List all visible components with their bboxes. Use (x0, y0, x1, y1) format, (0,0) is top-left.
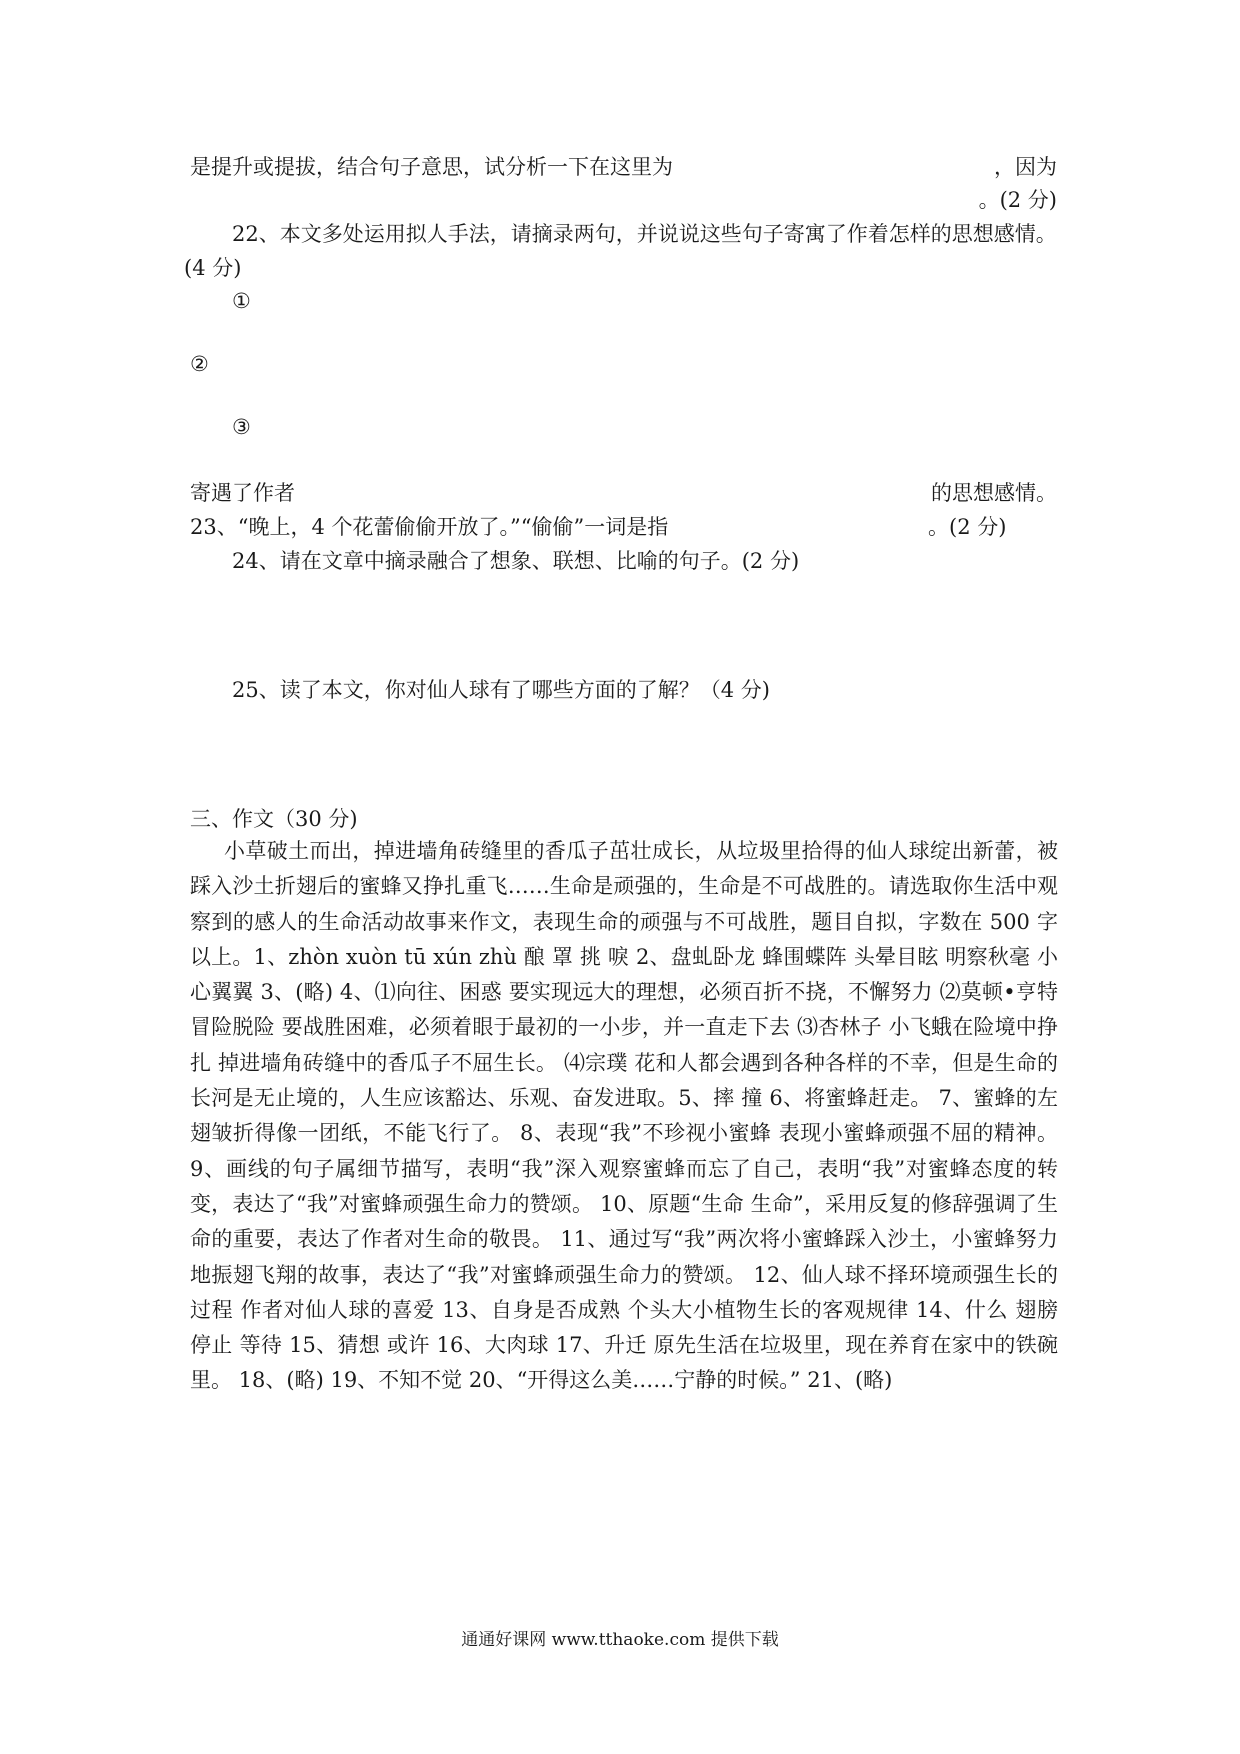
q22-marker-3: ③ (232, 415, 251, 439)
q22-score: (4 分) (184, 256, 242, 280)
q22-answer-start: 寄遇了作者 (190, 481, 295, 505)
q25-prompt: 25、读了本文，你对仙人球有了哪些方面的了解？（4 分) (232, 678, 770, 702)
essay-and-answers-paragraph: 小草破土而出，掉进墙角砖缝里的香瓜子茁壮成长，从垃圾里拾得的仙人球绽出新蕾，被踩入沙土折翅后的蜜蜂又挣扎重飞……生命是顽强的，生命是不可战胜的。请选取你生活中观察到的感人的生命活动故事来作文，表现生命的顽强与不可战胜，题目自拟，字数在 500 字以上。1、zhòn xuòn tū xún zhù 酿 罩 挑 唳 2、盘虬卧龙 蜂围蝶阵 头晕目眩 明察秋毫 小心翼翼 3、(略) 4、⑴向往、困惑 要实现远大的理想，必须百折不挠，不懈努力 ⑵莫顿•亨特 冒险脱险 要战胜困难，必须着眼于最初的一小步，并一直走下去 ⑶杏林子 小飞蛾在险境中挣扎 掉进墙角砖缝中的香瓜子不屈生长。 ⑷宗璞 花和人都会遇到各种各样的不幸，但是生命的长河是无止境的，人生应该豁达、乐观、奋发进取。5、摔 撞 6、将蜜蜂赶走。 7、蜜蜂的左翅皱折得像一团纸，不能飞行了。 8、表现“我”不珍视小蜜蜂 表现小蜜蜂顽强不屈的精神。 9、画线的句子属细节描写，表明“我”深入观察蜜蜂而忘了自己，表明“我”对蜜蜂态度的转变，表达了“我”对蜜蜂顽强生命力的赞颂。 10、原题“生命 生命”，采用反复的修辞强调了生命的重要，表达了作者对生命的敬畏。 11、通过写“我”两次将小蜜蜂踩入沙土，小蜜蜂努力地振翅飞翔的故事，表达了“我”对蜜蜂顽强生命力的赞颂。 12、仙人球不择环境顽强生长的过程 作者对仙人球的喜爱 13、自身是否成熟 个头大小植物生长的客观规律 14、什么 翅膀 停止 等待 15、猜想 或许 16、大肉球 17、升迁 原先生活在垃圾里，现在养育在家中的铁碗里。 18、(略) 19、不知不觉 20、“开得这么美……宁静的时候。” 21、(略) (190, 839, 1058, 1393)
q21-line1-end: ，因为 (994, 155, 1057, 179)
q22-answer-end: 的思想感情。 (931, 481, 1057, 505)
essay-heading: 三、作文（30 分) (190, 807, 358, 831)
q22-marker-1: ① (232, 289, 251, 313)
footer-source: 通通好课网 www.tthaoke.com 提供下载 (461, 1630, 779, 1650)
q23-score: 。(2 分) (928, 515, 1007, 539)
q24-prompt: 24、请在文章中摘录融合了想象、联想、比喻的句子。(2 分) (232, 549, 800, 573)
q21-line1: 是提升或提拔，结合句子意思，试分析一下在这里为 (190, 155, 673, 179)
q21-score: 。(2 分) (978, 188, 1057, 212)
q22-marker-2: ② (190, 352, 209, 376)
q22-prompt: 22、本文多处运用拟人手法，请摘录两句，并说说这些句子寄寓了作着怎样的思想感情。 (232, 222, 1057, 246)
q23-prompt: 23、“晚上，4 个花蕾偷偷开放了。”“偷偷”一词是指 (190, 515, 669, 539)
